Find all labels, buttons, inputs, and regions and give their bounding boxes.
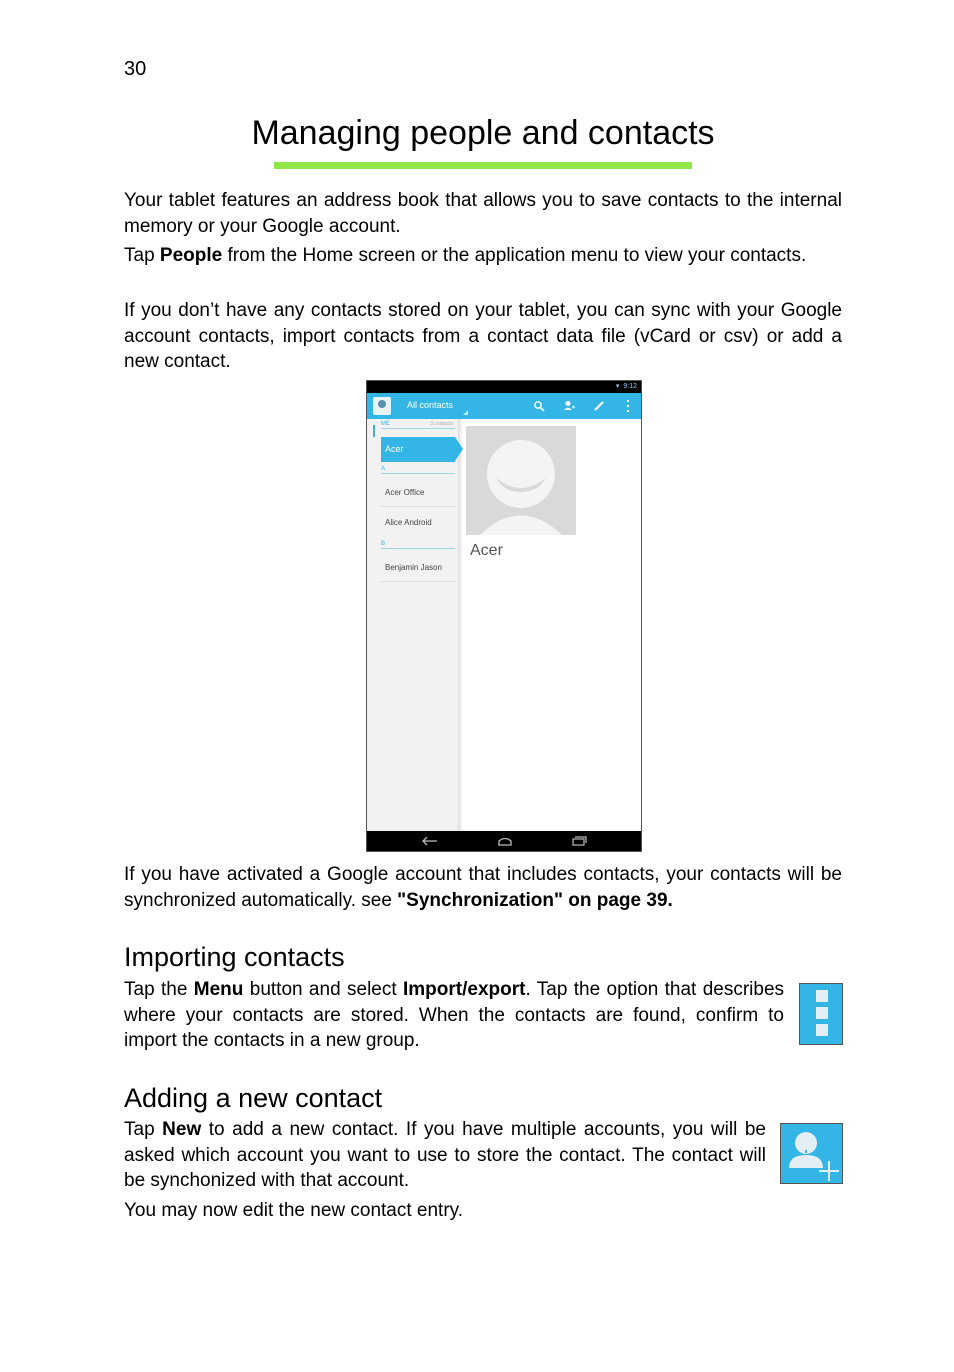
section-header-b: B <box>381 541 455 549</box>
home-icon <box>495 834 515 850</box>
title-underline <box>274 162 692 169</box>
intro-paragraph: Your tablet features an address book that allows you to save contacts to the internal memory or your Google account. <box>124 190 842 237</box>
new-contact-icon <box>780 1123 843 1184</box>
people-app-icon <box>373 397 391 415</box>
section-header-a: A <box>381 466 455 474</box>
recent-apps-icon <box>569 834 589 850</box>
search-icon <box>530 397 548 415</box>
list-divider-shadow <box>458 419 463 831</box>
status-bar <box>367 381 641 393</box>
scroll-indicator <box>373 425 375 437</box>
list-item: Alice Android <box>385 518 432 527</box>
importing-heading: Importing contacts <box>124 942 345 972</box>
status-time: 9:12 <box>623 383 637 390</box>
list-item-selected: Acer <box>381 437 455 462</box>
all-contacts-label: All contacts <box>407 400 454 410</box>
back-icon <box>420 834 440 850</box>
menu-button-icon <box>799 983 843 1045</box>
contact-photo-placeholder <box>466 426 576 535</box>
list-item: Acer Office <box>381 479 455 507</box>
list-item: Benjamin Jason <box>381 554 455 582</box>
sync-paragraph: If you don’t have any contacts stored on your tablet, you can sync with your Google account contacts, import contacts from a contact data file (vCard or csv) or add a new contact. <box>124 300 842 372</box>
navigation-bar <box>367 831 641 852</box>
page-number: 30 <box>124 58 147 80</box>
overflow-menu-icon <box>619 397 637 415</box>
page-title: Managing people and contacts <box>251 114 715 152</box>
adding-heading: Adding a new contact <box>124 1083 383 1113</box>
edit-pencil-icon <box>590 397 608 415</box>
spinner-caret-icon <box>463 410 468 415</box>
section-header-me: ME 3 contacts <box>381 421 453 427</box>
contacts-app-screenshot <box>366 380 642 852</box>
contact-detail-name: Acer <box>470 542 503 559</box>
importing-paragraph: Tap the Menu button and select Import/export. Tap the option that describes where your contacts are stored. When the contacts are found, confirm to import the contacts in a new group. <box>124 979 785 1051</box>
tap-people-paragraph: Tap People from the Home screen or the application menu to view your contacts. <box>124 245 807 266</box>
adding-paragraph: Tap New to add a new contact. If you have multiple accounts, you will be asked which account you want to use to store the contact. The contact will be synchonized with that account. <box>124 1119 766 1191</box>
wifi-icon: ▾ <box>615 383 620 390</box>
contact-count: 3 contacts <box>430 421 453 427</box>
action-bar <box>367 393 641 419</box>
closing-paragraph: You may now edit the new contact entry. <box>124 1200 464 1221</box>
add-contact-icon <box>560 397 578 415</box>
google-sync-paragraph: If you have activated a Google account that includes contacts, your contacts will be synchronized automatically. see "Synchronization" on page 39. <box>124 864 842 911</box>
